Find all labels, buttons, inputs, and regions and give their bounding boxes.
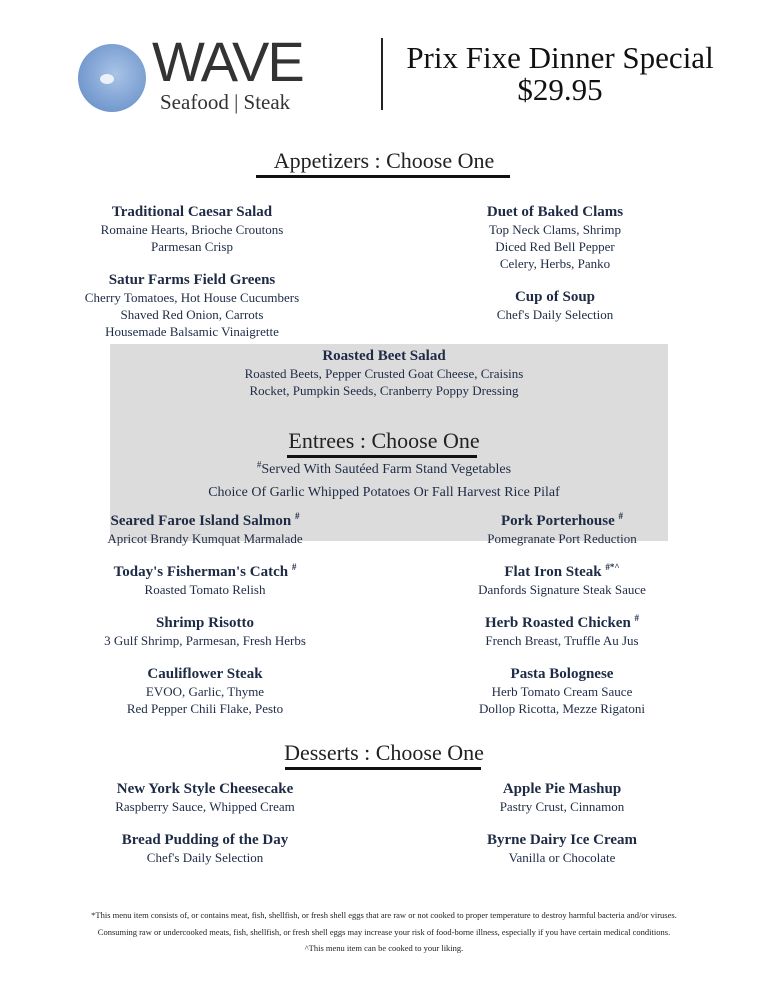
menu-item-name: Bread Pudding of the Day (121, 832, 289, 848)
menu-item-name: Cauliflower Steak (147, 666, 263, 682)
menu-item (40, 781, 370, 815)
menu-item-description: Housemade Balsamic Vinaigrette (105, 324, 279, 339)
menu-item-title (40, 781, 370, 798)
menu-item-title (27, 272, 357, 289)
menu-item (397, 832, 727, 866)
menu-item-description: Cherry Tomatoes, Hot House Cucumbers (84, 290, 300, 305)
menu-title-text: Prix Fixe Dinner Special (406, 40, 714, 75)
entrees-note-2: Choice Of Garlic Whipped Potatoes Or Fall Harvest Rice Pilaf (208, 485, 560, 500)
menu-item-description: Apricot Brandy Kumquat Marmalade (107, 531, 303, 546)
menu-item (184, 348, 584, 399)
menu-item-mark: # (294, 511, 300, 521)
disclaimer-line-1: *This menu item consists of, or contains meat, fish, shellfish, or fresh shell eggs that are raw or not cooked to proper temperature to destroy harmful bacteria and/or viruses. (91, 910, 677, 920)
menu-item-mark: #*^ (605, 562, 620, 572)
menu-item-description: Herb Tomato Cream Sauce (491, 684, 633, 699)
menu-item-title (397, 615, 727, 632)
menu-item-title (397, 832, 727, 849)
menu-item (27, 272, 357, 340)
header-divider (381, 38, 383, 110)
appetizers-center-column (184, 348, 584, 416)
menu-item-name: Satur Farms Field Greens (108, 272, 276, 288)
disclaimer-line-2: Consuming raw or undercooked meats, fish, shellfish, or fresh shell eggs may increase your risk of food-borne illness, especially if you have certain medical conditions. (97, 926, 671, 937)
menu-item-name: Roasted Beet Salad (322, 348, 446, 364)
menu-item-description: Chef's Daily Selection (496, 307, 614, 322)
menu-item (397, 615, 727, 649)
menu-item (40, 832, 370, 866)
menu-item-name: Cup of Soup (514, 289, 596, 305)
menu-item-description: Shaved Red Onion, Carrots (120, 307, 264, 322)
menu-item-title (40, 513, 370, 530)
menu-item (390, 204, 720, 272)
restaurant-logo (78, 30, 318, 118)
menu-item-name: Apple Pie Mashup (502, 781, 622, 797)
menu-item-description: Top Neck Clams, Shrimp (489, 222, 621, 237)
menu-item-name: Shrimp Risotto (156, 615, 254, 631)
menu-item-name: Pasta Bolognese (510, 666, 614, 682)
menu-item-title (40, 615, 370, 632)
menu-item-name: New York Style Cheesecake (116, 781, 294, 797)
menu-item-description: Chef's Daily Selection (146, 850, 264, 865)
menu-item-mark: # (634, 613, 640, 623)
menu-item-title (40, 666, 370, 683)
disclaimer-line-3: ^This menu item can be cooked to your liking. (304, 943, 464, 953)
entrees-underline (287, 455, 477, 458)
menu-item-title (390, 204, 720, 221)
menu-item-title (397, 666, 727, 683)
menu-item (397, 564, 727, 598)
menu-item-description: Danfords Signature Steak Sauce (478, 582, 646, 597)
menu-item-description: Pomegranate Port Reduction (487, 531, 637, 546)
entrees-right-column (397, 513, 727, 734)
appetizers-left-column (27, 204, 357, 357)
menu-item-description: Red Pepper Chili Flake, Pesto (126, 701, 284, 716)
note-mark: # (256, 459, 262, 470)
menu-item (40, 666, 370, 717)
menu-item-title (27, 204, 357, 221)
menu-item-title (40, 832, 370, 849)
menu-item-title (390, 289, 720, 306)
menu-item-description: Pastry Crust, Cinnamon (499, 799, 625, 814)
menu-item (40, 513, 370, 547)
logo-subtitle: Seafood | Steak (160, 90, 291, 114)
menu-item-description: Romaine Hearts, Brioche Croutons (100, 222, 284, 237)
menu-item-description: Roasted Beets, Pepper Crusted Goat Cheese, Craisins (244, 366, 524, 381)
menu-item-name: Flat Iron Steak (504, 564, 602, 580)
desserts-heading: Desserts : Choose One (284, 740, 484, 765)
menu-item (390, 289, 720, 323)
entrees-heading: Entrees : Choose One (288, 428, 480, 453)
menu-item-description: Raspberry Sauce, Whipped Cream (115, 799, 295, 814)
menu-item-description: Vanilla or Chocolate (508, 850, 616, 865)
menu-item-mark: # (618, 511, 623, 521)
menu-item-title (397, 513, 727, 530)
menu-item (40, 615, 370, 649)
menu-item-description: Roasted Tomato Relish (144, 582, 266, 597)
menu-item-title (40, 564, 370, 581)
menu-item-description: EVOO, Garlic, Thyme (145, 684, 265, 699)
logo-wordmark: WAVE (152, 30, 303, 93)
entrees-left-column (40, 513, 370, 734)
menu-item-description: French Breast, Truffle Au Jus (485, 633, 639, 648)
footer-disclaimer (40, 907, 728, 957)
menu-item-title (397, 564, 727, 581)
menu-item-name: Pork Porterhouse (501, 513, 615, 529)
menu-item-description: Dollop Ricotta, Mezze Rigatoni (478, 701, 646, 716)
desserts-right-column (397, 781, 727, 883)
menu-item (40, 564, 370, 598)
menu-item-name: Today's Fisherman's Catch (113, 564, 289, 580)
menu-item-description: Diced Red Bell Pepper (495, 239, 615, 254)
menu-item-title (397, 781, 727, 798)
menu-title (400, 42, 720, 106)
menu-price: $29.95 (517, 72, 603, 107)
menu-item-name: Duet of Baked Clams (486, 204, 624, 220)
menu-item (397, 513, 727, 547)
note-text-1: Served With Sautéed Farm Stand Vegetables (261, 462, 512, 477)
desserts-underline (285, 767, 481, 770)
menu-item-name: Seared Faroe Island Salmon (110, 513, 292, 529)
menu-item (397, 781, 727, 815)
menu-item-name: Traditional Caesar Salad (111, 204, 273, 220)
menu-item-title (184, 348, 584, 365)
appetizers-right-column (390, 204, 720, 340)
appetizers-underline (256, 175, 510, 178)
menu-item-description: 3 Gulf Shrimp, Parmesan, Fresh Herbs (104, 633, 306, 648)
menu-item-name: Byrne Dairy Ice Cream (486, 832, 638, 848)
menu-item (397, 666, 727, 717)
desserts-left-column (40, 781, 370, 883)
menu-item-description: Celery, Herbs, Panko (499, 256, 611, 271)
menu-item-description: Parmesan Crisp (151, 239, 233, 254)
entrees-note-1 (0, 459, 768, 481)
wave-logo-icon (78, 44, 146, 112)
menu-item (27, 204, 357, 255)
menu-item-mark: # (291, 562, 297, 572)
menu-item-name: Herb Roasted Chicken (484, 615, 631, 631)
menu-item-description: Rocket, Pumpkin Seeds, Cranberry Poppy Dressing (249, 383, 519, 398)
appetizers-heading: Appetizers : Choose One (273, 148, 495, 173)
